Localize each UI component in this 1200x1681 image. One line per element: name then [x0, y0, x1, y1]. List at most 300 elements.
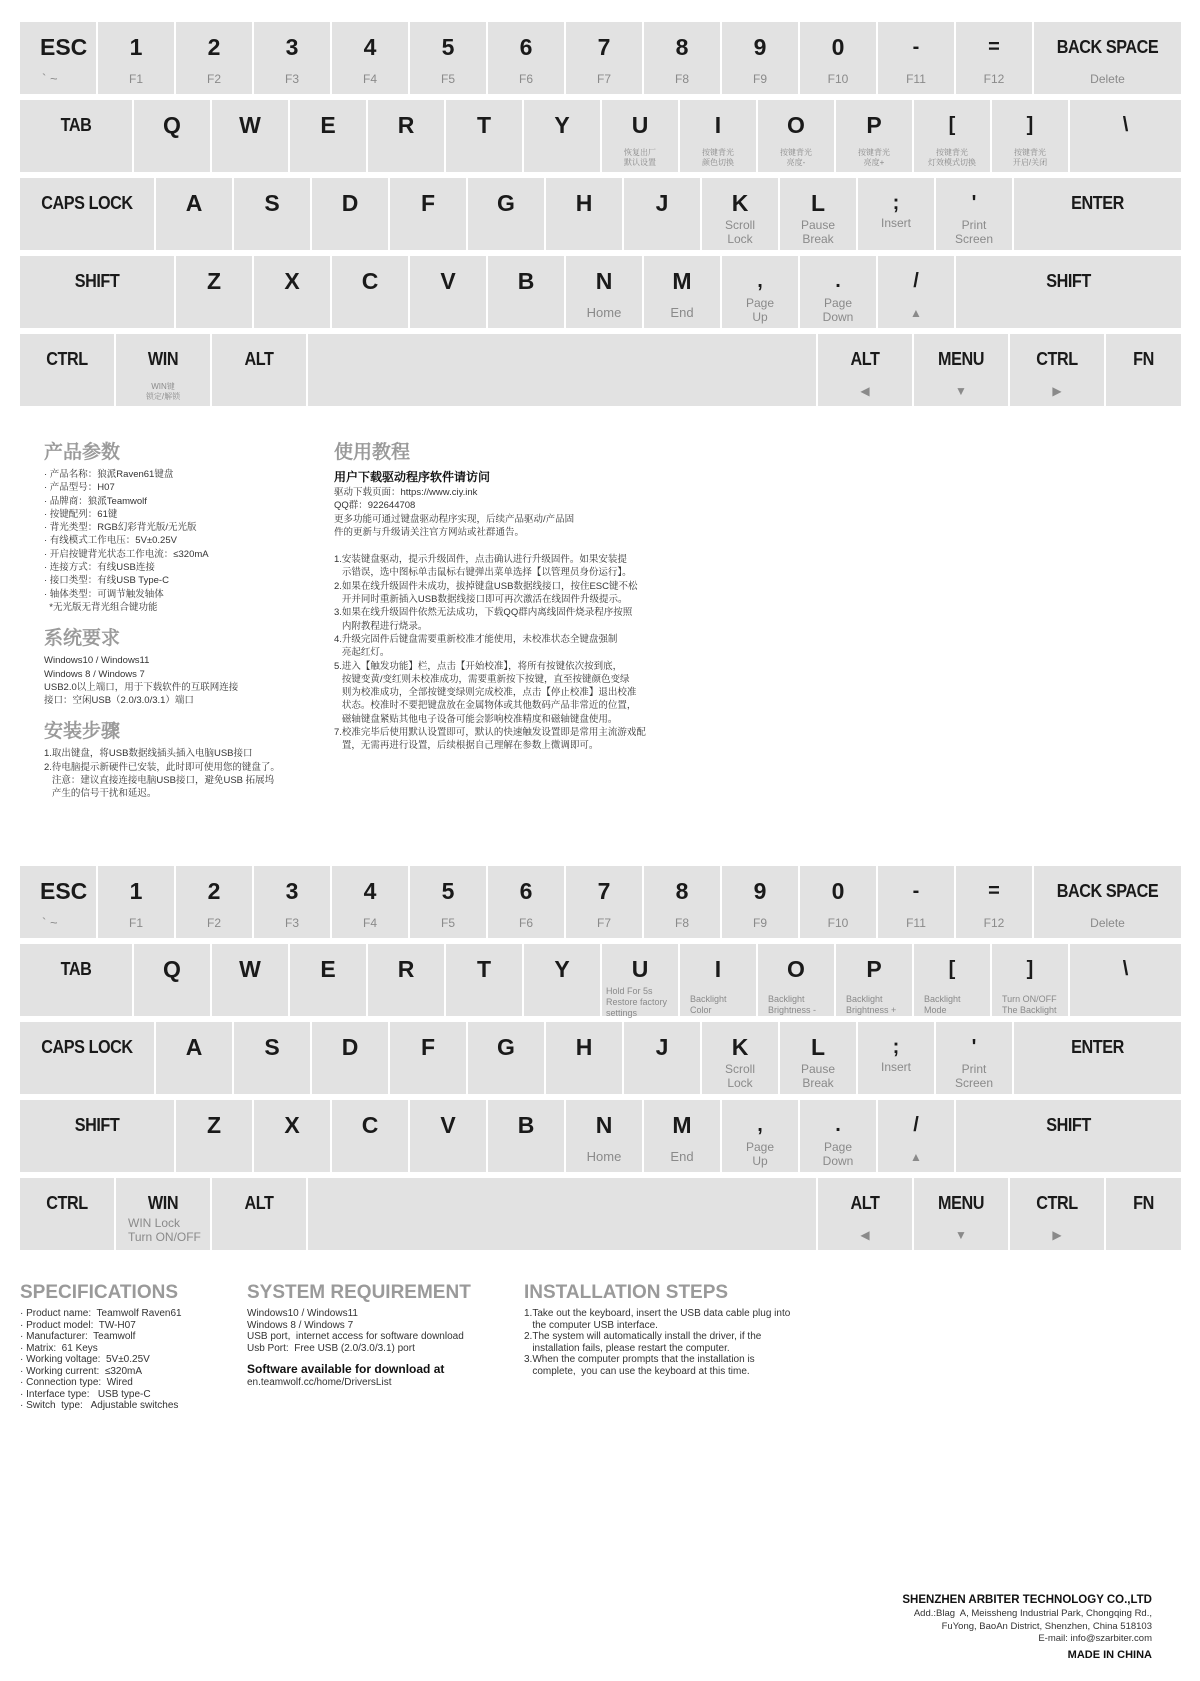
key-legend: MENU — [938, 1193, 984, 1213]
key-legend: A — [185, 190, 203, 216]
key-legend: CTRL — [46, 1193, 88, 1213]
key-legend: T — [476, 112, 492, 138]
key-u — [602, 100, 678, 172]
key-legend: C — [361, 1112, 379, 1138]
key-legend: W — [239, 956, 261, 982]
key-legend: CTRL — [1036, 1193, 1078, 1213]
key-sublegend: F6 — [518, 72, 533, 86]
key-row-5 — [20, 334, 1181, 406]
key-legend: E — [320, 956, 336, 982]
key-legend: 9 — [753, 34, 767, 60]
key-j — [624, 178, 700, 250]
cn-tutorial-title: 使用教程 — [334, 442, 411, 463]
key-legend: / — [913, 270, 919, 292]
key-sublegend: F9 — [752, 72, 767, 86]
en-system-section — [247, 1282, 517, 1389]
cn-tutorial-step-line: 7.校准完毕后使用默认设置即可，默认的快速触发设置即是常用主流游戏配 — [334, 727, 646, 739]
key-legend: ALT — [244, 349, 274, 369]
key-ctrl-left — [20, 334, 114, 406]
key-right-bracket — [992, 100, 1068, 172]
key-legend: R — [397, 112, 415, 138]
key-sublegend: F12 — [983, 72, 1005, 86]
key-legend: O — [787, 956, 805, 982]
key-8 — [644, 22, 720, 94]
key-legend: WIN — [147, 1193, 179, 1213]
cn-tutorial-step-line: 3.如果在线升级固件依然无法成功，下载QQ群内离线固件烧录程序按照 — [334, 607, 633, 619]
key-legend: C — [361, 268, 379, 294]
key-row-1 — [20, 22, 1181, 94]
key-legend: P — [866, 956, 882, 982]
key-legend: L — [810, 1034, 826, 1060]
key-5 — [410, 22, 486, 94]
key-period — [800, 1100, 876, 1172]
key-sublegend: WIN Lock Turn ON/OFF — [128, 1216, 201, 1244]
key-sublegend: Hold For 5s Restore factory settings — [606, 986, 668, 1018]
arrow-right-icon: ▶ — [1052, 1228, 1062, 1242]
key-legend: 3 — [285, 34, 299, 60]
key-sublegend: End — [670, 305, 694, 320]
key-legend: 6 — [519, 878, 533, 904]
keyboard-layout-en — [20, 866, 1181, 1256]
key-q — [134, 100, 210, 172]
en-specs-line: · Switch type: Adjustable switches — [20, 1400, 179, 1411]
key-sublegend: F10 — [827, 72, 849, 86]
key-minus — [878, 866, 954, 938]
key-z — [176, 256, 252, 328]
key-sublegend: Page Up — [745, 296, 775, 324]
key-legend: ] — [1026, 114, 1034, 136]
key-legend: S — [264, 1034, 280, 1060]
key-menu — [914, 1178, 1008, 1250]
en-specs-line: · Working current: ≤320mA — [20, 1365, 143, 1377]
company-name: SHENZHEN ARBITER TECHNOLOGY CO.,LTD — [902, 1594, 1152, 1606]
cn-install-line: 产生的信号干扰和延迟。 — [44, 788, 157, 800]
key-4 — [332, 866, 408, 938]
key-sublegend: F5 — [440, 916, 455, 930]
key-sublegend: End — [670, 1149, 694, 1164]
cn-tutorial-intro-line: 驱动下载页面：https://www.ciy.ink — [334, 487, 478, 498]
key-3 — [254, 866, 330, 938]
key-tab — [20, 944, 132, 1016]
en-specs-line: · Working voltage: 5V±0.25V — [20, 1354, 150, 1365]
cn-params-line: · 背光类型：RGB幻彩背光版/无光版 — [44, 522, 197, 534]
key-legend: L — [810, 190, 826, 216]
company-footer — [902, 1594, 1152, 1661]
key-sublegend: F8 — [674, 72, 689, 86]
key-legend: SHIFT — [74, 1115, 120, 1135]
key-sublegend: 按键背光 开启/关闭 — [1012, 148, 1048, 167]
cn-install-line: 2.待电脑提示新硬件已安装，此时即可使用您的键盘了。 — [44, 761, 280, 773]
key-sublegend: Delete — [1090, 916, 1125, 930]
cn-tutorial-step-line: 状态。校准时不要把键盘放在金属物体或其他数码产品非常近的位置， — [334, 700, 637, 712]
key-p — [836, 944, 912, 1016]
key-right-bracket — [992, 944, 1068, 1016]
key-legend: F — [420, 190, 436, 216]
arrow-up-icon: ▲ — [910, 306, 922, 320]
key-legend: G — [497, 1034, 515, 1060]
key-esc — [20, 22, 96, 94]
key-ctrl-right — [1010, 334, 1104, 406]
key-n — [566, 256, 642, 328]
key-w — [212, 944, 288, 1016]
key-legend: = — [988, 36, 1000, 58]
company-address: FuYong, BaoAn District, Shenzhen, China 518103 — [941, 1620, 1152, 1632]
key-e — [290, 100, 366, 172]
key-enter — [1014, 178, 1181, 250]
cn-tutorial-step-line: 5.进入【触发功能】栏，点击【开始校准】，将所有按键依次按到底， — [334, 660, 623, 672]
key-legend: 8 — [675, 878, 689, 904]
key-g — [468, 1022, 544, 1094]
key-v — [410, 256, 486, 328]
key-comma — [722, 256, 798, 328]
key-sublegend: ` ~ — [42, 915, 58, 930]
key-v — [410, 1100, 486, 1172]
key-legend: 0 — [831, 878, 845, 904]
key-sublegend: F3 — [284, 916, 299, 930]
key-row-4 — [20, 256, 1181, 328]
key-legend: 3 — [285, 878, 299, 904]
key-l — [780, 178, 856, 250]
key-1 — [98, 866, 174, 938]
en-install-line: 3.When the computer prompts that the installation is — [524, 1354, 755, 1365]
cn-params-title: 产品参数 — [44, 442, 121, 463]
arrow-left-icon: ◀ — [860, 384, 870, 398]
key-backspace — [1034, 22, 1181, 94]
en-system-line: Windows10 / Windows11 — [247, 1308, 358, 1319]
key-space — [308, 334, 816, 406]
cn-tutorial-step-line: 按键变黄/变红则未校准成功，需要重新按下按键，直至按键颜色变绿 — [334, 673, 630, 685]
cn-params-line: · 品牌商：狼派Teamwolf — [44, 495, 147, 507]
key-2 — [176, 22, 252, 94]
key-legend: K — [731, 1034, 749, 1060]
en-install-line: complete, you can use the keyboard at this time. — [524, 1365, 750, 1377]
key-legend: W — [239, 112, 261, 138]
key-legend: ALT — [850, 1193, 880, 1213]
key-x — [254, 256, 330, 328]
key-legend: BACK SPACE — [1056, 37, 1159, 57]
cn-tutorial-step-line: 置，无需再进行设置，后续根据自己理解在参数上微调即可。 — [334, 740, 599, 752]
key-q — [134, 944, 210, 1016]
key-legend: 0 — [831, 34, 845, 60]
key-alt-right — [818, 1178, 912, 1250]
en-specs-title: SPECIFICATIONS — [20, 1282, 178, 1303]
key-row-4 — [20, 1100, 1181, 1172]
key-5 — [410, 866, 486, 938]
key-6 — [488, 22, 564, 94]
key-legend: 1 — [129, 878, 143, 904]
key-legend: CAPS LOCK — [41, 193, 133, 213]
key-backspace — [1034, 866, 1181, 938]
key-legend: P — [866, 112, 882, 138]
key-ctrl-left — [20, 1178, 114, 1250]
key-sublegend: F1 — [128, 72, 143, 86]
cn-params-line: · 连接方式：有线USB连接 — [44, 562, 155, 574]
company-email: E-mail: info@szarbiter.com — [1038, 1633, 1152, 1644]
key-legend: X — [284, 268, 300, 294]
key-o — [758, 944, 834, 1016]
keyboard-layout-cn — [20, 22, 1181, 412]
en-specs-line: · Interface type: USB type-C — [20, 1388, 151, 1400]
key-legend: D — [341, 1034, 359, 1060]
key-1 — [98, 22, 174, 94]
key-legend: [ — [948, 958, 956, 980]
key-legend: ENTER — [1071, 1037, 1124, 1057]
key-legend: 2 — [207, 878, 221, 904]
cn-tutorial-step-line: 1.安装键盘驱动，提示升级固件，点击确认进行升级固件。如果安装提 — [334, 554, 627, 566]
key-sublegend: F10 — [827, 916, 849, 930]
key-legend: 5 — [441, 878, 455, 904]
key-esc — [20, 866, 96, 938]
key-legend: ESC — [40, 34, 88, 60]
cn-params-line: *无光版无背光组合键功能 — [44, 601, 158, 613]
key-tab — [20, 100, 132, 172]
key-7 — [566, 866, 642, 938]
key-equal — [956, 22, 1032, 94]
key-sublegend: Backlight Color — [690, 994, 727, 1015]
key-minus — [878, 22, 954, 94]
cn-tutorial-step-line: 4.升级完固件后键盘需要重新校准才能使用，未校准状态全键盘强制 — [334, 633, 618, 645]
cn-tutorial-step-line: 亮起红灯。 — [334, 647, 390, 659]
key-legend: = — [988, 880, 1000, 902]
key-legend: / — [913, 1114, 919, 1136]
key-alt-right — [818, 334, 912, 406]
key-c — [332, 256, 408, 328]
key-legend: ESC — [40, 878, 88, 904]
key-legend: , — [757, 1114, 763, 1136]
key-legend: V — [440, 268, 456, 294]
key-legend: Q — [163, 956, 181, 982]
cn-system-line: Windows10 / Windows11 — [44, 655, 150, 667]
cn-params-line: · 接口类型：有线USB Type-C — [44, 575, 169, 587]
key-win — [116, 1178, 210, 1250]
key-legend: X — [284, 1112, 300, 1138]
cn-params-section — [44, 442, 324, 801]
key-legend: [ — [948, 114, 956, 136]
key-alt-left — [212, 334, 306, 406]
key-legend: MENU — [938, 349, 984, 369]
key-caps-lock — [20, 1022, 154, 1094]
arrow-down-icon: ▼ — [955, 384, 967, 398]
cn-install-line: 1.取出键盘，将USB数据线插头插入电脑USB接口 — [44, 748, 253, 760]
key-u — [602, 944, 678, 1016]
key-row-3 — [20, 178, 1181, 250]
cn-tutorial-step-line: 则为校准成功，全部按键变绿则完成校准，点击【停止校准】退出校准 — [334, 687, 637, 699]
en-specs-line: · Product model: TW-H07 — [20, 1319, 136, 1331]
cn-tutorial-section — [334, 442, 664, 753]
key-a — [156, 1022, 232, 1094]
key-legend: I — [714, 112, 722, 138]
key-sublegend: Scroll Lock — [724, 218, 755, 246]
key-sublegend: 按键背光 亮度+ — [858, 148, 890, 167]
key-x — [254, 1100, 330, 1172]
key-legend: 6 — [519, 34, 533, 60]
key-i — [680, 944, 756, 1016]
key-row-2 — [20, 944, 1181, 1016]
key-legend: CTRL — [1036, 349, 1078, 369]
cn-tutorial-intro-line: 更多功能可通过键盘驱动程序实现，后续产品驱动/产品固 — [334, 513, 575, 525]
key-sublegend: ` ~ — [42, 71, 58, 86]
key-sublegend: Page Up — [745, 1140, 775, 1168]
key-e — [290, 944, 366, 1016]
key-quote — [936, 1022, 1012, 1094]
key-p — [836, 100, 912, 172]
key-legend: K — [731, 190, 749, 216]
key-legend: 4 — [363, 34, 377, 60]
cn-tutorial-step-line: 磁轴键盘紧贴其他电子设备可能会影响校准精度和磁轴键盘使用。 — [334, 713, 618, 725]
key-left-bracket — [914, 944, 990, 1016]
key-period — [800, 256, 876, 328]
key-legend: Z — [206, 268, 222, 294]
key-legend: M — [672, 268, 692, 294]
key-legend: R — [397, 956, 415, 982]
key-legend: CAPS LOCK — [41, 1037, 133, 1057]
key-legend: H — [575, 190, 593, 216]
key-semicolon — [858, 1022, 934, 1094]
cn-tutorial-step-line: 示错误，选中图标单击鼠标右键弹出菜单选择【以管理员身份运行】。 — [334, 567, 632, 579]
cn-tutorial-intro-line: 件的更新与升级请关注官方网站或社群通告。 — [334, 526, 525, 538]
key-legend: - — [912, 880, 920, 902]
key-legend: ; — [892, 1036, 900, 1058]
key-k — [702, 178, 778, 250]
key-legend: Y — [554, 112, 570, 138]
en-system-line: USB port, internet access for software download — [247, 1331, 464, 1342]
key-legend: BACK SPACE — [1056, 881, 1159, 901]
key-legend: B — [517, 1112, 535, 1138]
key-d — [312, 178, 388, 250]
key-sublegend: F4 — [362, 916, 377, 930]
key-row-1 — [20, 866, 1181, 938]
arrow-up-icon: ▲ — [910, 1150, 922, 1164]
key-legend: J — [655, 1034, 669, 1060]
key-legend: S — [264, 190, 280, 216]
key-sublegend: Home — [586, 1149, 622, 1164]
key-row-3 — [20, 1022, 1181, 1094]
key-left-bracket — [914, 100, 990, 172]
key-sublegend: Turn ON/OFF The Backlight — [1002, 994, 1057, 1015]
key-b — [488, 1100, 564, 1172]
key-i — [680, 100, 756, 172]
key-legend: B — [517, 268, 535, 294]
key-comma — [722, 1100, 798, 1172]
key-h — [546, 178, 622, 250]
en-install-section — [524, 1282, 814, 1377]
key-legend: Q — [163, 112, 181, 138]
key-slash — [878, 256, 954, 328]
key-legend: WIN — [147, 349, 179, 369]
key-sublegend: Backlight Mode — [924, 994, 961, 1015]
cn-install-line: 注意：建议直接连接电脑USB接口，避免USB 拓展坞 — [44, 775, 275, 787]
arrow-down-icon: ▼ — [955, 1228, 967, 1242]
key-legend: N — [595, 268, 613, 294]
cn-params-line: · 轴体类型：可调节触发轴体 — [44, 588, 164, 600]
key-legend: U — [631, 956, 649, 982]
key-9 — [722, 22, 798, 94]
key-equal — [956, 866, 1032, 938]
key-legend: 2 — [207, 34, 221, 60]
key-slash — [878, 1100, 954, 1172]
cn-system-line: Windows 8 / Windows 7 — [44, 668, 145, 680]
key-legend: D — [341, 190, 359, 216]
key-k — [702, 1022, 778, 1094]
key-win — [116, 334, 210, 406]
en-install-title: INSTALLATION STEPS — [524, 1282, 729, 1303]
key-row-2 — [20, 100, 1181, 172]
key-9 — [722, 866, 798, 938]
key-a — [156, 178, 232, 250]
cn-system-line: 接口：空闲USB（2.0/3.0/3.1）端口 — [44, 695, 194, 707]
key-fn — [1106, 334, 1181, 406]
key-alt-left — [212, 1178, 306, 1250]
key-s — [234, 1022, 310, 1094]
cn-params-line: · 开启按键背光状态工作电流：≤320mA — [44, 548, 209, 560]
key-legend: J — [655, 190, 669, 216]
en-install-line: 1.Take out the keyboard, insert the USB data cable plug into — [524, 1308, 791, 1319]
key-enter — [1014, 1022, 1181, 1094]
key-legend: SHIFT — [74, 271, 120, 291]
key-legend: . — [835, 270, 841, 292]
arrow-right-icon: ▶ — [1052, 384, 1062, 398]
key-sublegend: F7 — [596, 72, 611, 86]
key-y — [524, 100, 600, 172]
key-legend: \ — [1122, 114, 1129, 136]
key-sublegend: Backlight Brightness - — [768, 994, 817, 1015]
en-specs-section — [20, 1282, 240, 1412]
en-specs-line: · Matrix: 61 Keys — [20, 1342, 98, 1354]
key-semicolon — [858, 178, 934, 250]
key-h — [546, 1022, 622, 1094]
key-legend: 8 — [675, 34, 689, 60]
en-install-line: 2.The system will automatically install the driver, if the — [524, 1331, 762, 1342]
key-legend: , — [757, 270, 763, 292]
key-sublegend: F9 — [752, 916, 767, 930]
key-legend: \ — [1122, 958, 1129, 980]
key-legend: TAB — [60, 959, 92, 979]
key-legend: I — [714, 956, 722, 982]
key-legend: V — [440, 1112, 456, 1138]
key-sublegend: F7 — [596, 916, 611, 930]
cn-tutorial-step-line: 2.如果在线升级固件未成功，拔掉键盘USB数据线接口，按住ESC键不松 — [334, 580, 638, 592]
key-sublegend: F6 — [518, 916, 533, 930]
key-sublegend: Home — [586, 305, 622, 320]
key-t — [446, 100, 522, 172]
cn-tutorial-intro-line: QQ群：922644708 — [334, 500, 416, 512]
company-address: Add.:Blag A, Meissheng Industrial Park, Chongqing Rd., — [913, 1608, 1152, 1619]
arrow-left-icon: ◀ — [860, 1228, 870, 1242]
key-sublegend: F11 — [906, 72, 926, 86]
key-j — [624, 1022, 700, 1094]
key-b — [488, 256, 564, 328]
key-sublegend: WIN键 锁定/解锁 — [145, 382, 181, 401]
key-c — [332, 1100, 408, 1172]
key-legend: M — [672, 1112, 692, 1138]
key-legend: Y — [554, 956, 570, 982]
key-ctrl-right — [1010, 1178, 1104, 1250]
key-sublegend: F4 — [362, 72, 377, 86]
key-o — [758, 100, 834, 172]
key-d — [312, 1022, 388, 1094]
key-r — [368, 100, 444, 172]
key-f — [390, 178, 466, 250]
key-shift-right — [956, 256, 1181, 328]
cn-params-list — [44, 468, 324, 614]
key-sublegend: F1 — [128, 916, 143, 930]
cn-tutorial-step-line: 内附教程进行烧录。 — [334, 620, 428, 632]
key-sublegend: 按键背光 灯效模式切换 — [928, 148, 976, 167]
cn-tutorial-step-line: 开并同时重新插入USB数据线接口即可再次激活在线固件升级提示。 — [334, 594, 628, 606]
key-quote — [936, 178, 1012, 250]
key-sublegend: F12 — [983, 916, 1005, 930]
key-backslash — [1070, 944, 1181, 1016]
